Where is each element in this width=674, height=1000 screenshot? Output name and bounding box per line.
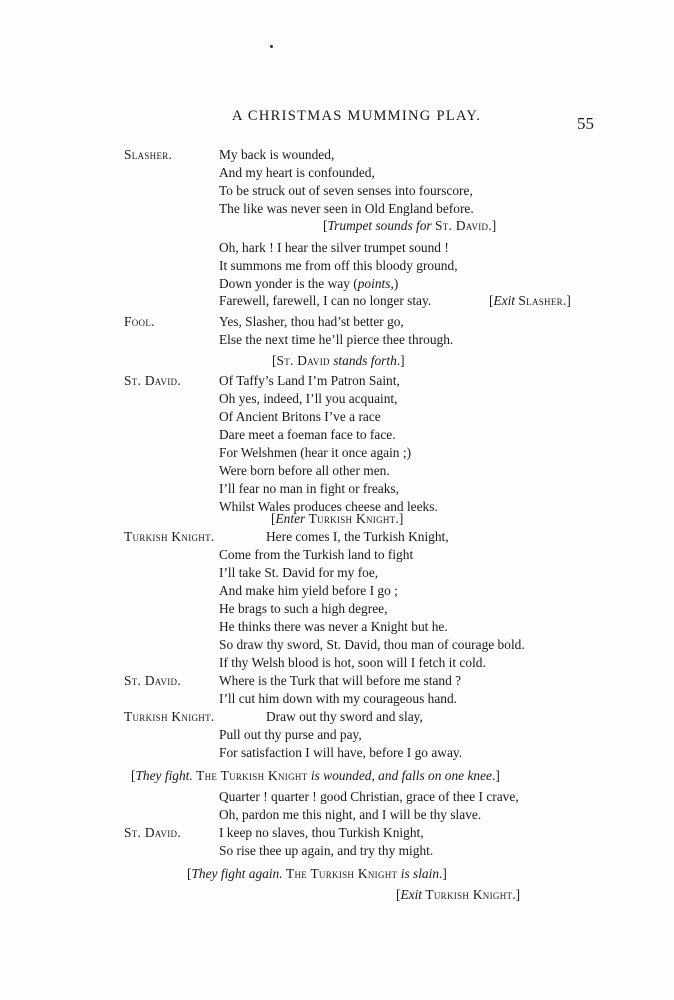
- verse-line: The like was never seen in Old England before.: [219, 201, 474, 216]
- verse-line: For satisfaction I will have, before I go away.: [219, 745, 463, 760]
- verse-line: Oh yes, indeed, I’ll you acquaint,: [219, 391, 398, 406]
- verse-line: Oh, hark ! I hear the silver trumpet sound !: [219, 240, 449, 255]
- verse-line: Here comes I, the Turkish Knight,: [266, 529, 449, 544]
- verse-line: Down yonder is the way (points,): [219, 276, 399, 291]
- speaker-st-david: St. David.: [124, 373, 181, 388]
- verse-line: Where is the Turk that will before me stand ?: [219, 673, 462, 688]
- verse-line: Of Ancient Britons I’ve a race: [219, 409, 381, 424]
- running-head: A CHRISTMAS MUMMING PLAY.: [232, 108, 482, 124]
- verse-line: He brags to such a high degree,: [219, 601, 388, 616]
- speaker-turkish-knight: Turkish Knight.: [124, 709, 215, 724]
- verse-line: Come from the Turkish land to fight: [219, 547, 414, 562]
- stage-direction: [Enter Turkish Knight.]: [271, 511, 404, 526]
- verse-line: I’ll take St. David for my foe,: [219, 565, 379, 580]
- stage-direction: [Exit Slasher.]: [489, 293, 571, 308]
- speaker-slasher: Slasher.: [124, 147, 173, 162]
- verse-line: If thy Welsh blood is hot, soon will I fetch it cold.: [219, 655, 486, 670]
- verse-line: And my heart is confounded,: [219, 165, 375, 180]
- verse-line: Oh, pardon me this night, and I will be thy slave.: [219, 807, 482, 822]
- verse-line: Were born before all other men.: [219, 463, 390, 478]
- verse-line: Dare meet a foeman face to face.: [219, 427, 396, 442]
- verse-line: Pull out thy purse and pay,: [219, 727, 362, 742]
- stage-direction: [St. David stands forth.]: [272, 353, 405, 368]
- verse-line: And make him yield before I go ;: [219, 583, 398, 598]
- stage-direction: [Trumpet sounds for St. David.]: [323, 218, 497, 233]
- speaker-turkish-knight: Turkish Knight.: [124, 529, 215, 544]
- verse-line: So draw thy sword, St. David, thou man of courage bold.: [219, 637, 525, 652]
- verse-line: He thinks there was never a Knight but he.: [219, 619, 448, 634]
- stage-direction: [They fight. The Turkish Knight is wounded, and falls on one knee.]: [131, 768, 500, 783]
- speaker-st-david: St. David.: [124, 825, 181, 840]
- verse-line: Of Taffy’s Land I’m Patron Saint,: [219, 373, 400, 388]
- verse-line: I’ll fear no man in fight or freaks,: [219, 481, 399, 496]
- verse-line: To be struck out of seven senses into fourscore,: [219, 183, 473, 198]
- verse-line: For Welshmen (hear it once again ;): [219, 445, 412, 460]
- verse-line: Else the next time he’ll pierce thee through.: [219, 332, 454, 347]
- page-number: 55: [577, 114, 594, 133]
- speaker-st-david: St. David.: [124, 673, 181, 688]
- verse-line: So rise thee up again, and try thy might.: [219, 843, 434, 858]
- stage-direction: [Exit Turkish Knight.]: [396, 887, 521, 902]
- verse-line: I keep no slaves, thou Turkish Knight,: [219, 825, 424, 840]
- verse-line: Farewell, farewell, I can no longer stay.: [219, 293, 432, 308]
- ink-speck: [270, 45, 273, 48]
- verse-line: Quarter ! quarter ! good Christian, grace of thee I crave,: [219, 789, 519, 804]
- verse-line: Whilst Wales produces cheese and leeks.: [219, 499, 438, 514]
- verse-line: I’ll cut him down with my courageous hand.: [219, 691, 458, 706]
- verse-line: Draw out thy sword and slay,: [266, 709, 423, 724]
- verse-line: It summons me from off this bloody ground,: [219, 258, 458, 273]
- verse-line: Yes, Slasher, thou had’st better go,: [219, 314, 404, 329]
- speaker-fool: Fool.: [124, 314, 155, 329]
- stage-direction: [They fight again. The Turkish Knight is slain.]: [187, 866, 447, 881]
- verse-line: My back is wounded,: [219, 147, 335, 162]
